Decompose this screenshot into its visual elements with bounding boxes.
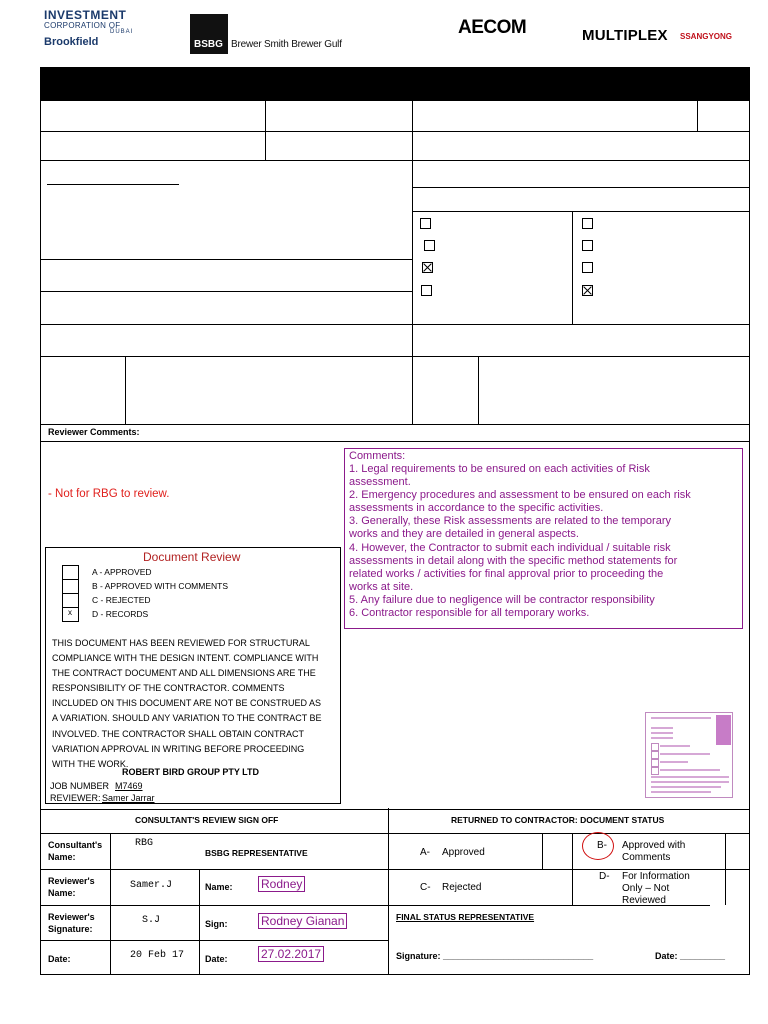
bsbg-representative-label: BSBG REPRESENTATIVE	[205, 848, 308, 858]
reviewer-name-label-2: Name:	[48, 888, 76, 898]
comment-line: related works / activities for final approval prior to proceeding the	[349, 567, 664, 580]
final-status-representative: FINAL STATUS REPRESENTATIVE	[396, 912, 535, 922]
checkbox-checked[interactable]	[582, 285, 593, 296]
reviewer-date-label: Date:	[48, 954, 71, 964]
comments-list	[349, 463, 741, 620]
status-a-code: A-	[420, 847, 430, 858]
comment-line: 3. Generally, these Risk assessments are related to the temporary	[349, 515, 671, 528]
stamp-option-rejected: C - REJECTED	[92, 595, 151, 605]
stamp-option-mark: x	[68, 608, 72, 617]
stamp-body-line: RESPONSIBILITY OF THE CONTRACTOR. COMMENTS	[52, 683, 285, 694]
representative-date-label: Date:	[205, 954, 228, 964]
comment-line: 4. However, the Contractor to submit each individual / suitable risk	[349, 541, 671, 554]
multiplex-logo: MULTIPLEX	[582, 27, 668, 44]
document-review-stamp	[45, 547, 341, 804]
stamp-body-line: INCLUDED ON THIS DOCUMENT ARE NOT BE CONSTRUED AS	[52, 698, 322, 709]
sign-label: Sign:	[205, 919, 228, 929]
checkbox[interactable]	[582, 218, 593, 229]
icd-logo-line4: Brookfield	[44, 36, 99, 48]
status-d-label-2: Only – Not	[622, 883, 670, 894]
reviewer-comments-heading: Reviewer Comments:	[48, 427, 140, 437]
comment-line: assessments in detail along with the specific method statements for	[349, 554, 678, 567]
comment-line: works and they are detailed in general aspects.	[349, 528, 579, 541]
stamp-body-line: THE CONTRACT DOCUMENT AND ALL DIMENSIONS ARE THE	[52, 668, 316, 679]
stamp-company: ROBERT BIRD GROUP PTY LTD	[122, 767, 260, 777]
status-a-label: Approved	[442, 847, 485, 858]
stamp-reviewer-value: Samer Jarrar	[102, 793, 155, 803]
status-d-label-3: Reviewed	[622, 895, 666, 906]
final-signature-line[interactable]: Signature: ______________________________	[396, 951, 594, 961]
icd-logo-line1: INVESTMENT	[44, 8, 127, 22]
stamp-option-approved-comments: B - APPROVED WITH COMMENTS	[92, 581, 229, 591]
blank-underline	[47, 184, 179, 185]
representative-name-value[interactable]: Rodney	[258, 876, 305, 892]
approval-stamp-thumbnail	[645, 712, 733, 798]
reviewer-name-value: Samer.J	[130, 880, 173, 891]
name-label: Name:	[205, 882, 233, 892]
stamp-body-line: INVOLVED. THE CONTRACTOR SHALL OBTAIN CONTRACT	[52, 728, 305, 739]
not-for-review-note: - Not for RBG to review.	[48, 488, 170, 500]
comment-line: 1. Legal requirements to be ensured on each activities of Risk	[349, 463, 650, 475]
status-c-code: C-	[420, 882, 431, 893]
checkbox[interactable]	[420, 218, 431, 229]
aecom-logo: AECOM	[458, 17, 527, 38]
comment-line: works at site.	[349, 580, 414, 593]
stamp-option-records: D - RECORDS	[92, 609, 149, 619]
icd-logo-line2: CORPORATION OF	[44, 21, 121, 30]
consultant-name-value: RBG	[135, 838, 154, 849]
checkbox[interactable]	[582, 262, 593, 273]
checkbox-checked[interactable]	[422, 262, 433, 273]
comments-title: Comments:	[349, 450, 406, 462]
reviewer-date-value: 20 Feb 17	[130, 950, 185, 961]
status-b-label: Approved with	[622, 840, 686, 851]
stamp-body	[52, 636, 340, 772]
ssangyong-logo: SSANGYONG	[680, 32, 733, 41]
checkbox[interactable]	[424, 240, 435, 251]
stamp-option-boxes	[62, 565, 79, 622]
upper-form-grid	[0, 0, 768, 424]
reviewer-signature-value: S.J	[142, 915, 161, 926]
icd-logo-line3: DUBAI	[110, 29, 134, 35]
stamp-reviewer-label: REVIEWER:	[50, 793, 101, 803]
bsbg-logo-mark-text: BSBG	[194, 39, 223, 50]
status-d-label: For Information	[622, 871, 690, 882]
stamp-body-line: WITH THE WORK.	[52, 758, 129, 769]
stamp-body-line: COMPLIANCE WITH THE DESIGN INTENT. COMPLIANCE WITH	[52, 653, 319, 664]
stamp-body-line: A VARIATION. SHOULD ANY VARIATION TO THE CONTRACT BE	[52, 713, 322, 724]
stamp-option-approved: A - APPROVED	[92, 567, 152, 577]
stamp-title: Document Review	[143, 550, 241, 564]
comment-line: assessments in accordance to the specific activities.	[349, 502, 604, 515]
checkbox[interactable]	[582, 240, 593, 251]
final-date-line[interactable]: Date: _________	[655, 951, 726, 961]
status-b-code: B-	[597, 840, 607, 851]
bsbg-logo-name: Brewer Smith Brewer Gulf	[231, 39, 342, 50]
comment-line: 2. Emergency procedures and assessment to be ensured on each risk	[349, 489, 691, 502]
consultant-name-label-2: Name:	[48, 852, 76, 862]
document-status-heading: RETURNED TO CONTRACTOR: DOCUMENT STATUS	[451, 815, 665, 825]
status-b-label-2: Comments	[622, 852, 671, 863]
stamp-body-line: THIS DOCUMENT HAS BEEN REVIEWED FOR STRUCTURAL	[52, 638, 310, 648]
checkbox[interactable]	[421, 285, 432, 296]
stamp-job-value: M7469	[115, 781, 143, 791]
comment-line: 6. Contractor responsible for all temporary works.	[349, 607, 590, 620]
comments-box	[344, 448, 743, 629]
stamp-job-label: JOB NUMBER	[50, 781, 110, 791]
representative-date-value[interactable]: 27.02.2017	[258, 946, 324, 962]
consultant-name-label: Consultant's	[48, 840, 103, 850]
status-d-code: D-	[599, 871, 610, 882]
reviewer-signature-label-2: Signature:	[48, 924, 93, 934]
status-c-label: Rejected	[442, 882, 482, 893]
stamp-body-line: VARIATION APPROVAL IN WRITING BEFORE PROCEEDING	[52, 743, 305, 754]
representative-sign-value[interactable]: Rodney Gianan	[258, 913, 347, 929]
comment-line: 5. Any failure due to negligence will be contractor responsibility	[349, 593, 655, 606]
comment-line: assessment.	[349, 476, 411, 489]
reviewer-name-label: Reviewer's	[48, 876, 95, 886]
reviewer-signature-label: Reviewer's	[48, 912, 95, 922]
consultant-signoff-heading: CONSULTANT'S REVIEW SIGN OFF	[135, 815, 279, 825]
